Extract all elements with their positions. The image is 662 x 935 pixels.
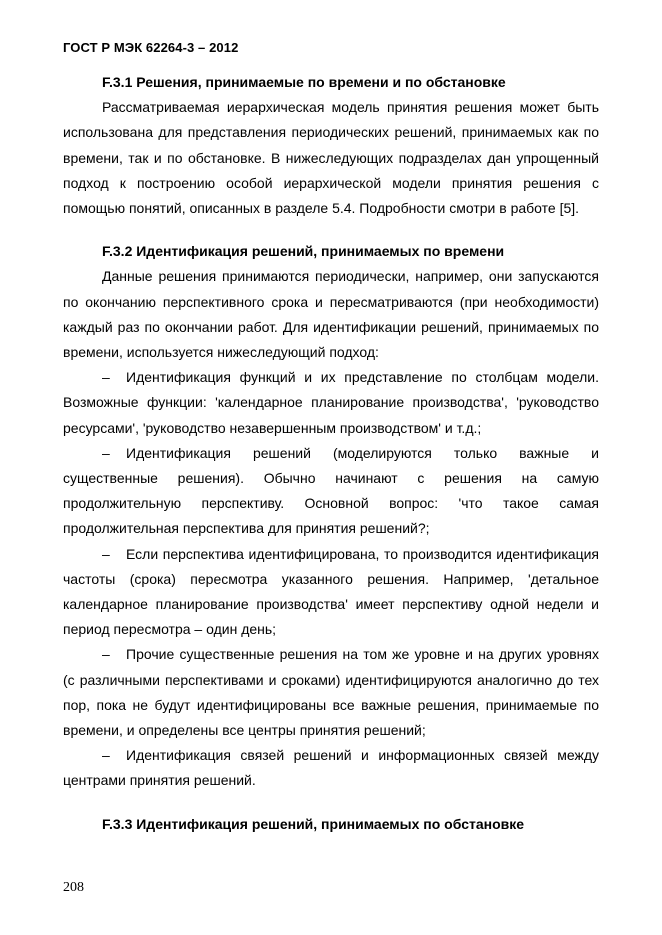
section-paragraph-f32: Данные решения принимаются периодически, например, они запускаются по окончанию перспективного срока и пересматриваются (при необходимости) каждый раз по окончании работ. Для идентификации решений, принимаемых по времени, используется нижеследующий подход:: [63, 268, 599, 361]
list-dash: –: [102, 444, 110, 461]
list-dash: –: [102, 646, 110, 663]
list-item-text: Идентификация связей решений и информационных связей между центрами принятия решений.: [63, 747, 599, 789]
list-dash: –: [102, 369, 110, 386]
page-content: [63, 70, 599, 837]
list-dash: –: [102, 545, 110, 562]
section-heading-f32: F.3.2 Идентификация решений, принимаемых по времени: [102, 243, 505, 260]
list-item: [63, 441, 599, 542]
list-item: [63, 542, 599, 643]
section-paragraph-f31: Рассматриваемая иерархическая модель принятия решения может быть использована для представления периодических решений, принимаемых как по времени, так и по обстановке. В нижеследующих подразделах дан упрощенный подход к построению особой иерархической модели принятия решения с помощью понятий, описанных в разделе 5.4. Подробности смотри в работе [5].: [63, 99, 599, 217]
section-heading-f31: F.3.1 Решения, принимаемые по времени и по обстановке: [102, 74, 506, 90]
list-item-text: Прочие существенные решения на том же уровне и на других уровнях (с различными перспективами и сроками) идентифицируются аналогично до тех пор, пока не будут идентифицированы все важные решения, принимаемые по времени, и определены все центры принятия решений;: [63, 646, 599, 739]
list-item: [63, 365, 599, 441]
standard-header: ГОСТ Р МЭК 62264-3 – 2012: [63, 40, 239, 55]
list-item: [63, 642, 599, 743]
list-item-text: Идентификация функций и их представление по столбцам модели. Возможные функции: 'календарное планирование производства', 'руководство ресурсами', 'руководство незавершенным производством' и т.д.;: [63, 369, 599, 436]
page-number: 208: [63, 880, 84, 895]
section-heading-f33: F.3.3 Идентификация решений, принимаемых по обстановке: [102, 815, 525, 832]
list-item: [63, 743, 599, 793]
list-item-text: Если перспектива идентифицирована, то производится идентификация частоты (срока) пересмотра указанного решения. Например, 'детальное календарное планирование производства' имеет перспективу одной недели и период пересмотра – один день;: [63, 545, 599, 638]
list-dash: –: [102, 747, 110, 764]
list-item-text: Идентификация решений (моделируются только важные и существенные решения). Обычно начинают с решения на самую продолжительную перспективу. Основной вопрос: 'что такое самая продолжительная перспектива для принятия решений?;: [63, 444, 599, 537]
